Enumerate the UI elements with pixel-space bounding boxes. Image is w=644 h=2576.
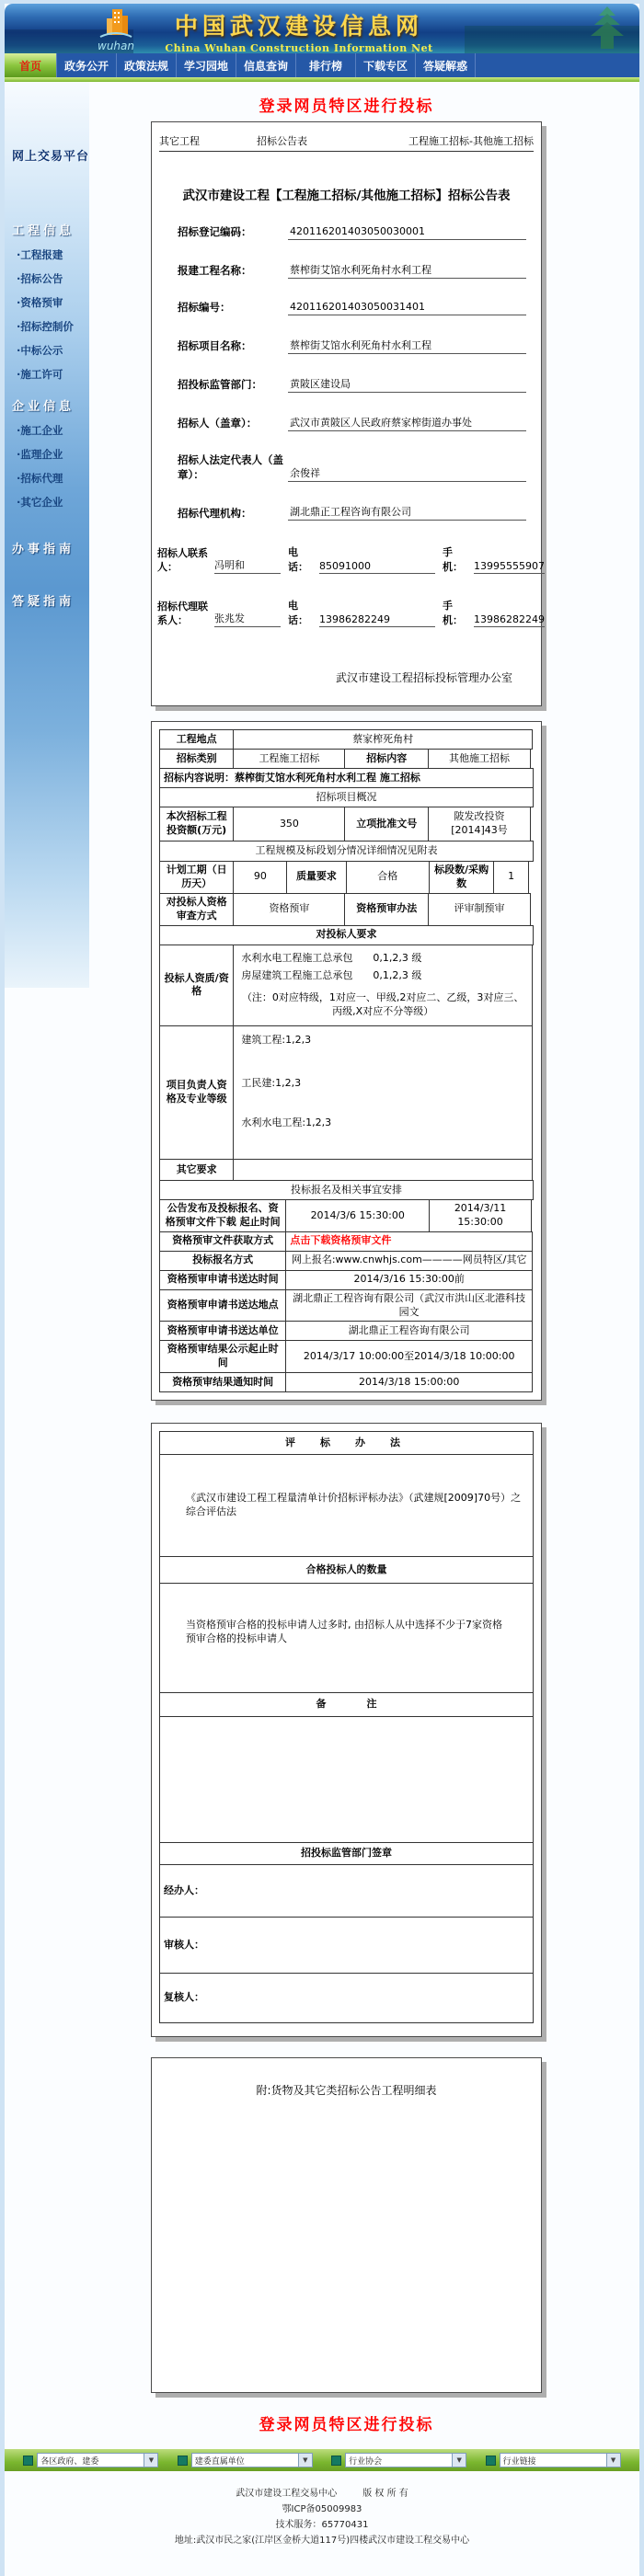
agency-phone-value: 13986282249 (319, 613, 435, 627)
sidebar-item-construction-company[interactable]: ·施工企业 (17, 424, 63, 437)
bid-type-label: 招标类别 (159, 749, 234, 769)
sidebar (5, 82, 89, 988)
announcement-form-box (151, 121, 545, 706)
field-row-bid-number (178, 301, 526, 315)
footer-address: 地址:武汉市民之家(江岸区金桥大道117号)四楼武汉市建设工程交易中心 (174, 2536, 470, 2547)
table-row (159, 1321, 534, 1341)
pm-line-3: 水利水电工程:1,2,3 (241, 1116, 332, 1128)
management-office-signature: 武汉市建设工程招标投标管理办公室 (336, 671, 513, 685)
page-footer (5, 2471, 639, 2576)
publicity-period-value: 2014/3/17 10:00:00至2014/3/18 10:00:00 (285, 1340, 533, 1373)
evaluation-method-box (151, 1423, 542, 2037)
agency-mobile-value: 13986282249 (474, 613, 545, 626)
sidebar-item-bid-announcement[interactable]: ·招标公告 (17, 272, 63, 285)
site-container (5, 4, 639, 2576)
main-nav (5, 53, 639, 77)
location-label: 工程地点 (159, 729, 234, 750)
form-header-row (159, 133, 534, 152)
square-bullet-icon (178, 2456, 188, 2466)
notice-time-value: 2014/3/18 15:00:00 (285, 1372, 533, 1392)
project-overview-box (151, 721, 542, 1401)
pm-line-2: 工民建:1,2,3 (241, 1076, 302, 1089)
sidebar-item-winner-publicity[interactable]: ·中标公示 (17, 344, 63, 357)
agency-mobile-label: 手机： (443, 600, 463, 627)
tenderer-mobile-label: 手机： (443, 546, 463, 574)
table-row (159, 1372, 534, 1392)
signup-method-label: 投标报名方式 (159, 1251, 286, 1271)
tenderer-phone-value: 85091000 (319, 560, 435, 574)
field-row-legal-rep (178, 453, 526, 482)
signup-arrangement-header: 投标报名及相关事宜安排 (159, 1180, 534, 1200)
review-method-label: 对投标人资格审查方式 (159, 893, 234, 926)
announce-end-time: 2014/3/11 15:30:00 (429, 1199, 532, 1232)
signup-method-value: 网上报名:www.cnwhjs.com————网员特区/其它 (285, 1251, 533, 1271)
auditor-label: 审核人： (164, 1938, 204, 1951)
sidebar-section-company-info: 企业信息 (12, 400, 75, 414)
table-row (159, 945, 534, 1026)
send-time-value: 2014/3/16 15:30:00前 (285, 1270, 533, 1290)
remark-empty-cell (159, 1716, 534, 1843)
auditor-cell (159, 1917, 534, 1974)
send-unit-label: 资格预审申请书送达单位 (159, 1321, 286, 1341)
bid-project-name-label: 招标项目名称： (178, 339, 252, 353)
checker-cell (159, 1973, 534, 2023)
evaluation-method-text: 《武汉市建设工程工程量清单计价招标评标办法》（武建规[2009]70号）之综合评估法 (159, 1454, 534, 1557)
table-row (159, 1159, 534, 1181)
select-group-committee-units (178, 2453, 313, 2467)
bid-number-label: 招标编号： (178, 301, 231, 315)
attachment-box (151, 2057, 542, 2393)
legal-rep-label: 招标人法定代表人（盖章）： (178, 453, 283, 481)
table-row (159, 1973, 534, 2023)
table-row (159, 1917, 534, 1974)
nav-item-home[interactable]: 首页 (5, 53, 57, 77)
lots-label: 标段数/采购数 (429, 861, 494, 894)
bid-agency-value: 湖北鼎正工程咨询有限公司 (288, 504, 526, 521)
sidebar-platform-title: 网上交易平台 (12, 150, 90, 164)
square-bullet-icon (331, 2456, 341, 2466)
investment-label: 本次招标工程投资额(万元) (159, 807, 234, 841)
tenderer-contact-label: 招标人联系人： (157, 547, 208, 573)
field-row-bid-project-name (178, 338, 526, 354)
lots-value: 1 (493, 861, 529, 894)
sidebar-item-other-company[interactable]: ·其它企业 (17, 496, 63, 509)
table-row (159, 1716, 534, 1843)
table-row (159, 1340, 534, 1373)
select-industry-links-value: 行业链接 (502, 2456, 536, 2467)
reg-code-value: 420116201403050030001 (288, 225, 526, 240)
footer-icp: 鄂ICP备05009983 (282, 2504, 362, 2515)
chevron-down-icon[interactable]: ▼ (144, 2454, 157, 2467)
bottom-links-bar (5, 2449, 639, 2471)
table-row (159, 861, 534, 894)
select-group-industry-links (486, 2453, 621, 2467)
table-row (159, 1692, 534, 1717)
bid-content-label: 招标内容 (344, 749, 429, 769)
project-overview-header: 招标项目概况 (159, 787, 534, 807)
nav-item-qa[interactable]: 答疑解惑 (416, 53, 476, 77)
table-row (159, 841, 534, 862)
project-name-label: 报建工程名称： (178, 264, 252, 278)
table-row (159, 807, 534, 841)
agency-contact-row (157, 598, 545, 627)
qualification-note: （注：0对应特级，1对应一、甲级,2对应二、乙级，3对应三、丙级,X对应不分等级） (241, 991, 524, 1018)
evaluation-table (159, 1431, 534, 2023)
nav-filler (476, 53, 639, 77)
qualification-content (233, 945, 533, 1026)
investment-value: 350 (233, 807, 345, 841)
checker-label: 复核人： (164, 1991, 204, 2004)
site-header (5, 4, 639, 53)
prequal-file-label: 资格预审文件获取方式 (159, 1231, 286, 1252)
sidebar-item-supervision-company[interactable]: ·监理企业 (17, 448, 63, 461)
bid-content-description: 招标内容说明：蔡榨街艾馆水利死角村水利工程 施工招标 (159, 768, 534, 788)
site-subtitle: China Wuhan Construction Information Net (165, 42, 433, 53)
square-bullet-icon (23, 2456, 33, 2466)
review-method-value: 资格预审 (233, 893, 345, 926)
table-row (159, 1270, 534, 1290)
pagoda-icon (586, 6, 628, 53)
chevron-down-icon[interactable]: ▼ (452, 2454, 466, 2467)
select-region-gov-value: 各区政府、建委 (40, 2456, 99, 2467)
select-industry-links[interactable] (500, 2453, 621, 2467)
select-group-region-gov (23, 2453, 158, 2467)
pm-qualification-label: 项目负责人资格及专业等级 (159, 1025, 234, 1160)
nav-item-downloads[interactable]: 下载专区 (356, 53, 416, 77)
chevron-down-icon[interactable]: ▼ (606, 2454, 620, 2467)
square-bullet-icon (486, 2456, 496, 2466)
supervision-dept-value: 黄陂区建设局 (288, 376, 526, 393)
login-special-zone-link[interactable]: 登录网员特区进行投标 (259, 97, 434, 116)
table-row (159, 729, 534, 750)
footer-copyright-line (5, 2486, 639, 2502)
sidebar-item-project-register[interactable]: ·工程报建 (17, 248, 63, 261)
nav-item-info-query[interactable]: 信息查询 (236, 53, 296, 77)
publicity-period-label: 资格预审结果公示起止时间 (159, 1340, 286, 1373)
table-row (159, 1583, 534, 1693)
send-time-label: 资格预审申请书送达时间 (159, 1270, 286, 1290)
qualification-line-1: 水利水电工程施工总承包 0,1,2,3 级 (241, 951, 422, 964)
table-row (159, 1864, 534, 1918)
site-title: 中国武汉建设信息网 (174, 13, 423, 40)
handler-cell (159, 1864, 534, 1918)
footer-rights: 版 权 所 有 (362, 2489, 408, 2500)
tenderer-contact-row (157, 544, 545, 574)
announce-start-time: 2014/3/6 15:30:00 (285, 1199, 430, 1232)
sidebar-item-bid-control-price[interactable]: ·招标控制价 (17, 320, 74, 333)
select-committee-units[interactable] (191, 2453, 313, 2467)
remark-header: 备 注 (159, 1692, 534, 1717)
table-row (159, 787, 534, 807)
supervision-dept-label: 招投标监管部门： (178, 378, 262, 392)
tenderer-mobile-value: 13995555907 (474, 560, 545, 573)
field-row-reg-code (178, 225, 526, 240)
footer-tech: 技术服务：65770431 (275, 2520, 369, 2531)
download-prequal-file-link[interactable]: 点击下载资格预审文件 (290, 1234, 392, 1247)
field-row-supervision-dept (178, 376, 526, 393)
send-place-value: 湖北鼎正工程咨询有限公司（武汉市洪山区北港科技园文 (285, 1289, 533, 1322)
table-row (159, 1289, 534, 1322)
select-group-industry-association (331, 2453, 466, 2467)
nav-item-ranking[interactable]: 排行榜 (296, 53, 356, 77)
sidebar-item-prequalification[interactable]: ·资格预审 (17, 296, 63, 309)
table-row (159, 1454, 534, 1557)
sidebar-section-service-guide[interactable]: 办事指南 (12, 543, 75, 556)
qualification-line-2: 房屋建筑工程施工总承包 0,1,2,3 级 (241, 968, 422, 981)
location-value: 蔡家榨死角村 (233, 729, 533, 750)
pm-line-1: 建筑工程:1,2,3 (241, 1034, 312, 1047)
body-row (5, 82, 639, 2449)
tenderer-label: 招标人（盖章）： (178, 417, 258, 430)
duration-value: 90 (233, 861, 287, 894)
footer-org: 武汉市建设工程交易中心 (236, 2489, 338, 2500)
prequal-method-value: 评审制预审 (428, 893, 531, 926)
approval-doc-label: 立项批准文号 (344, 807, 429, 841)
nav-item-gov-affairs[interactable]: 政务公开 (57, 53, 117, 77)
agency-contact-name: 张兆发 (214, 611, 281, 627)
handler-label: 经办人： (164, 1883, 204, 1896)
form-category-right: 工程施工招标-其他施工招标 (408, 135, 534, 147)
table-row (159, 1431, 534, 1455)
project-overview-table (159, 729, 534, 1392)
table-row (159, 749, 534, 769)
select-industry-association[interactable] (345, 2453, 466, 2467)
bidder-requirements-header: 对投标人要求 (159, 925, 534, 945)
other-requirements-value (233, 1159, 533, 1181)
legal-rep-value: 余俊祥 (288, 465, 526, 482)
qualified-bidders-header: 合格投标人的数量 (159, 1556, 534, 1584)
agency-phone-label: 电话： (288, 600, 308, 627)
quality-value: 合格 (346, 861, 431, 894)
other-requirements-label: 其它要求 (159, 1159, 234, 1181)
evaluation-method-header: 评 标 办 法 (159, 1431, 534, 1455)
bid-content-value: 其他施工招标 (428, 749, 531, 769)
tenderer-value: 武汉市黄陂区人民政府蔡家榨街道办事处 (288, 415, 526, 431)
form-category-center: 招标公告表 (257, 135, 307, 147)
tenderer-contact-name: 冯明和 (214, 557, 281, 574)
sidebar-item-construction-permit[interactable]: ·施工许可 (17, 368, 63, 381)
login-special-zone-link-bottom[interactable]: 登录网员特区进行投标 (259, 2416, 434, 2435)
announce-period-label: 公告发布及投标报名、资格预审文件下载 起止时间 (159, 1199, 286, 1232)
select-industry-association-value: 行业协会 (349, 2456, 383, 2467)
notice-time-label: 资格预审结果通知时间 (159, 1372, 286, 1392)
qualified-bidders-text: 当资格预审合格的投标申请人过多时, 由招标人从中选择不少于7家资格预审合格的投标申请人 (159, 1583, 534, 1693)
bid-type-value: 工程施工招标 (233, 749, 345, 769)
approval-doc-value: 陂发改投资[2014]43号 (428, 807, 531, 841)
attachment-note: 附:货物及其它类招标公告工程明细表 (256, 2084, 437, 2098)
select-region-gov[interactable] (37, 2453, 158, 2467)
chevron-down-icon[interactable]: ▼ (298, 2454, 312, 2467)
tenderer-phone-label: 电话： (288, 546, 308, 574)
agency-contact-label: 招标代理联系人： (157, 601, 208, 626)
table-row (159, 893, 534, 926)
sidebar-item-bid-agency[interactable]: ·招标代理 (17, 472, 63, 485)
project-name-value: 蔡榨街艾馆水利死角村水利工程 (288, 262, 526, 279)
field-row-bid-agency (178, 504, 526, 521)
bid-number-value: 420116201403050031401 (288, 301, 526, 315)
table-row (159, 768, 534, 788)
send-unit-value: 湖北鼎正工程咨询有限公司 (285, 1321, 533, 1341)
quality-label: 质量要求 (286, 861, 346, 894)
logo-script-text: wuhan (98, 40, 134, 52)
table-row (159, 1842, 534, 1865)
seal-header: 招投标监管部门签章 (159, 1842, 534, 1865)
prequal-file-cell (285, 1231, 533, 1252)
sidebar-section-qa-guide[interactable]: 答疑指南 (12, 595, 75, 609)
nav-item-policies[interactable]: 政策法规 (117, 53, 177, 77)
table-row (159, 1180, 534, 1200)
table-row (159, 1231, 534, 1252)
qualification-label: 投标人资质/资格 (159, 945, 234, 1026)
form-category-left: 其它工程 (159, 135, 200, 147)
select-committee-units-value: 建委直属单位 (194, 2456, 245, 2467)
bid-project-name-value: 蔡榨街艾馆水利死角村水利工程 (288, 338, 526, 354)
field-row-project-name (178, 262, 526, 279)
sidebar-section-project-info: 工程信息 (12, 224, 75, 238)
main-content (89, 82, 639, 2449)
field-row-tenderer (178, 415, 526, 431)
site-logo (84, 8, 148, 52)
prequal-method-label: 资格预审办法 (344, 893, 429, 926)
table-row (159, 1025, 534, 1160)
send-place-label: 资格预审申请书送达地点 (159, 1289, 286, 1322)
reg-code-label: 招标登记编码： (178, 225, 252, 239)
scale-note: 工程规模及标段划分情况详细情况见附表 (159, 841, 534, 862)
table-row (159, 1556, 534, 1584)
table-row (159, 1199, 534, 1232)
pm-qualification-content (233, 1025, 533, 1160)
header-titles (143, 8, 455, 53)
table-row (159, 1251, 534, 1271)
table-row (159, 925, 534, 945)
nav-item-study[interactable]: 学习园地 (177, 53, 236, 77)
duration-label: 计划工期（日历天） (159, 861, 234, 894)
form-title: 武汉市建设工程【工程施工招标/其他施工招标】招标公告表 (182, 189, 511, 203)
bid-agency-label: 招标代理机构： (178, 506, 252, 520)
